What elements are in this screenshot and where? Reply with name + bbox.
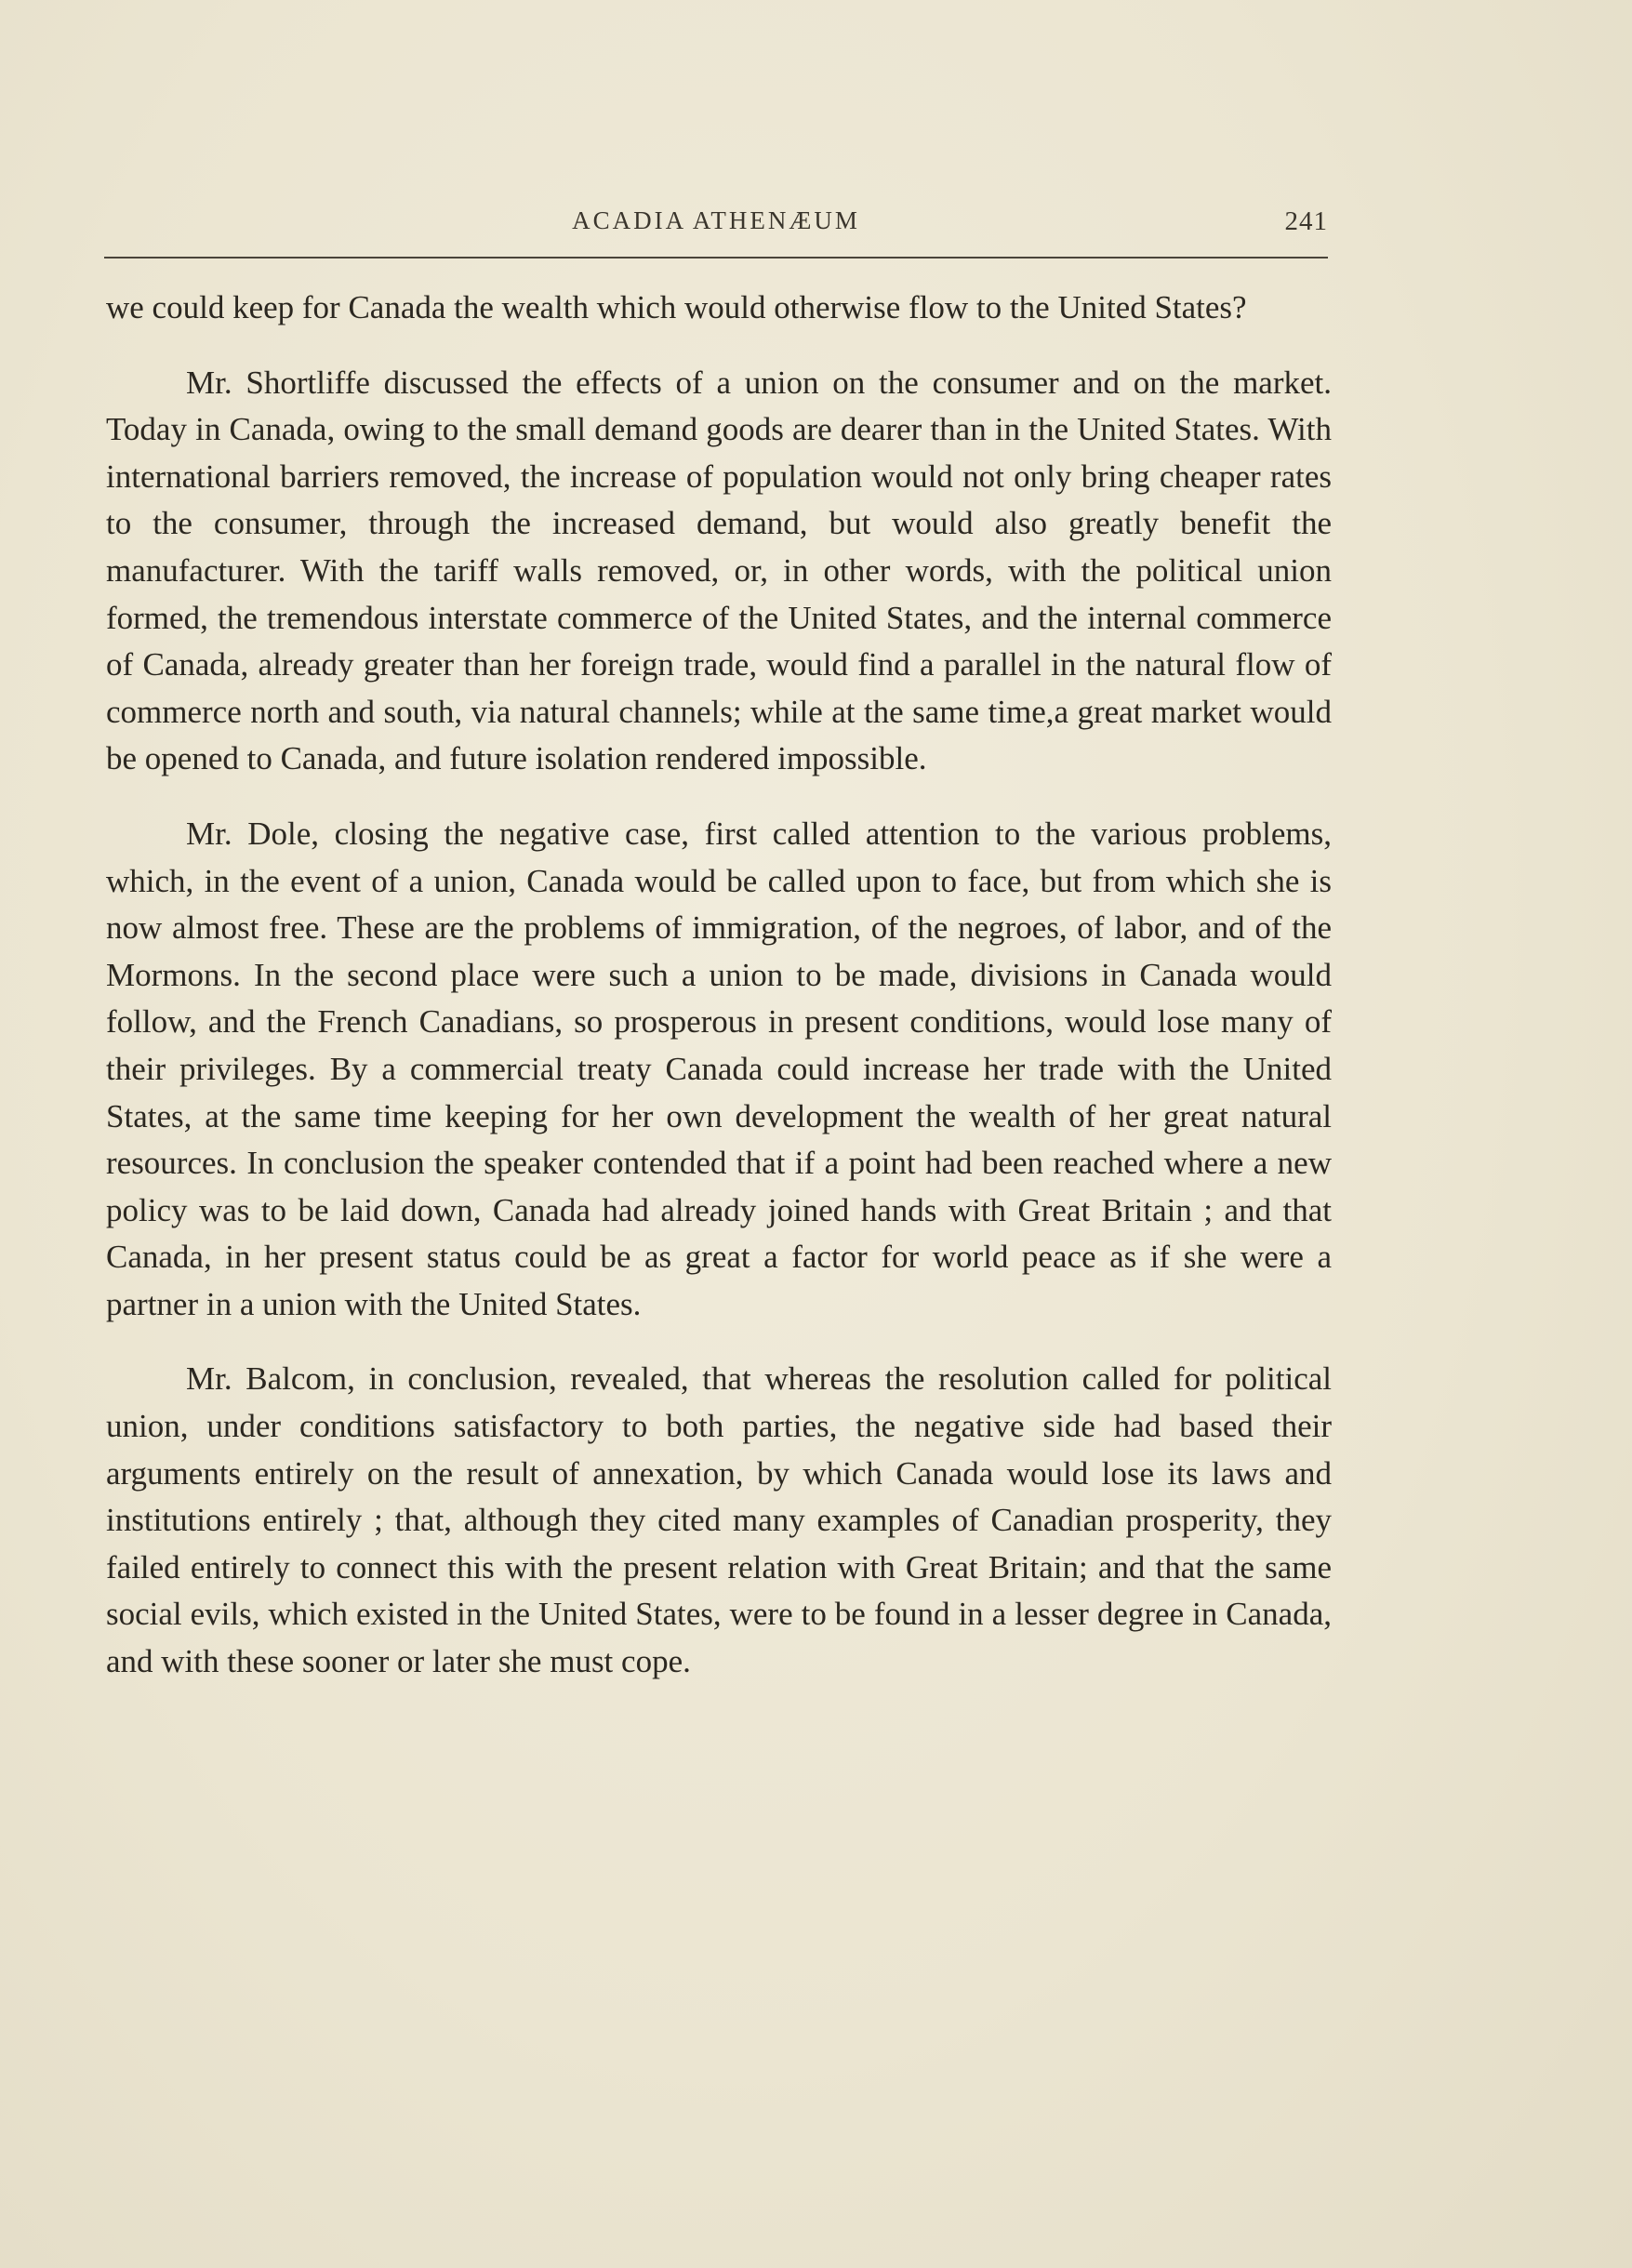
- paragraph-continuation: we could keep for Canada the wealth which would otherwise flow to the United States?: [106, 289, 1247, 325]
- paragraph-shortliffe: Mr. Shortliffe discussed the effects of a union on the consumer and on the market. Today in Canada, owing to the small demand goods are dearer than in the United States. With international barriers removed, the increase of population would not only bring cheaper rates to the consumer, through the increased demand, but would also greatly benefit the manufacturer. With the tariff walls removed, or, in other words, with the political union formed, the tremendous interstate commerce of the United States, and the internal commerce of Canada, already greater than her foreign trade, would find a parallel in the natural flow of commerce north and south, via natural channels; while at the same time,a great market would be opened to Canada, and future isolation rendered impossible.: [106, 364, 1332, 777]
- paragraph-dole: Mr. Dole, closing the negative case, first called attention to the various problems, which, in the event of a union, Canada would be called upon to face, but from which she is now almost free. These are the problems of immigration, of the negroes, of labor, and of the Mormons. In the second place were such a union to be made, divisions in Canada would follow, and the French Canadians, so prosperous in present conditions, would lose many of their privileges. By a commercial treaty Canada could increase her trade with the United States, at the same time keeping for her own development the wealth of her great natural resources. In conclusion the speaker contended that if a point had been reached where a new policy was to be laid down, Canada had already joined hands with Great Britain ; and that Canada, in her present status could be as great a factor for world peace as if she were a partner in a union with the United States.: [106, 815, 1332, 1322]
- paragraph-balcom: Mr. Balcom, in conclusion, revealed, that whereas the resolution called for political union, under conditions satisfactory to both parties, the negative side had based their arguments entirely on the result of annexation, by which Canada would lose its laws and institutions entirely ; that, although they cited many examples of Canadian prosperity, they failed entirely to connect this with the present relation with Great Britain; and that the same social evils, which existed in the United States, were to be found in a lesser degree in Canada, and with these sooner or later she must cope.: [106, 1360, 1332, 1680]
- header-rule: [104, 257, 1328, 259]
- running-head: ACADIA ATHENÆUM: [572, 206, 860, 234]
- page-number: 241: [1284, 206, 1328, 236]
- page-header: [104, 206, 1328, 244]
- article-body: [106, 285, 1332, 1714]
